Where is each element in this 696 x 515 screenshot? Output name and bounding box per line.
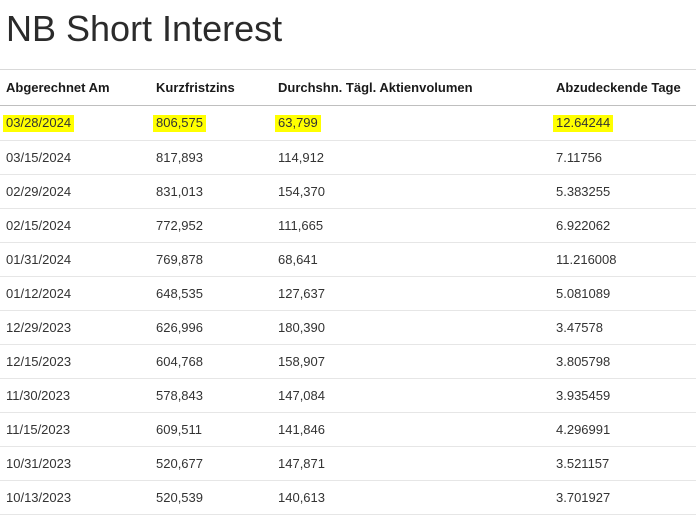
cell-settlement-date bbox=[0, 310, 150, 344]
cell-settlement-date-value: 12/15/2023 bbox=[6, 353, 72, 369]
cell-settlement-date-value: 03/28/2024 bbox=[3, 115, 74, 132]
cell-days-to-cover-value: 11.216008 bbox=[556, 251, 617, 267]
cell-days-to-cover bbox=[550, 208, 696, 242]
table-row bbox=[0, 310, 696, 344]
cell-short-interest-value: 520,677 bbox=[156, 455, 203, 471]
cell-avg-daily-volume bbox=[272, 140, 550, 174]
column-header-settlement-date: Abgerechnet Am bbox=[0, 70, 150, 106]
cell-settlement-date-value: 10/31/2023 bbox=[6, 455, 72, 471]
cell-days-to-cover-value: 5.081089 bbox=[556, 285, 611, 301]
cell-avg-daily-volume bbox=[272, 344, 550, 378]
cell-days-to-cover bbox=[550, 140, 696, 174]
cell-short-interest bbox=[150, 208, 272, 242]
cell-avg-daily-volume bbox=[272, 208, 550, 242]
cell-avg-daily-volume-value: 154,370 bbox=[278, 183, 325, 199]
table-row bbox=[0, 174, 696, 208]
short-interest-table bbox=[0, 69, 696, 515]
cell-settlement-date bbox=[0, 412, 150, 446]
table-row bbox=[0, 480, 696, 514]
cell-days-to-cover bbox=[550, 174, 696, 208]
cell-short-interest-value: 817,893 bbox=[156, 149, 203, 165]
cell-days-to-cover bbox=[550, 412, 696, 446]
cell-settlement-date-value: 03/15/2024 bbox=[6, 149, 72, 165]
cell-settlement-date bbox=[0, 344, 150, 378]
cell-days-to-cover bbox=[550, 276, 696, 310]
cell-short-interest bbox=[150, 412, 272, 446]
cell-days-to-cover-value: 4.296991 bbox=[556, 421, 611, 437]
cell-short-interest bbox=[150, 242, 272, 276]
cell-avg-daily-volume-value: 141,846 bbox=[278, 421, 325, 437]
cell-avg-daily-volume-value: 68,641 bbox=[278, 251, 318, 267]
short-interest-table-wrapper bbox=[0, 69, 696, 515]
cell-avg-daily-volume bbox=[272, 106, 550, 141]
cell-days-to-cover bbox=[550, 378, 696, 412]
cell-days-to-cover bbox=[550, 344, 696, 378]
column-header-short-interest: Kurzfristzins bbox=[150, 70, 272, 106]
cell-short-interest bbox=[150, 378, 272, 412]
cell-days-to-cover bbox=[550, 106, 696, 141]
cell-days-to-cover-value: 3.935459 bbox=[556, 387, 611, 403]
cell-settlement-date bbox=[0, 242, 150, 276]
column-header-days-to-cover: Abzudeckende Tage bbox=[550, 70, 696, 106]
cell-short-interest-value: 806,575 bbox=[153, 115, 206, 132]
cell-avg-daily-volume-value: 147,871 bbox=[278, 455, 325, 471]
cell-short-interest-value: 520,539 bbox=[156, 489, 203, 505]
cell-days-to-cover-value: 3.521157 bbox=[556, 455, 610, 471]
cell-avg-daily-volume-value: 114,912 bbox=[278, 149, 325, 165]
table-row bbox=[0, 344, 696, 378]
table-row bbox=[0, 208, 696, 242]
cell-avg-daily-volume-value: 158,907 bbox=[278, 353, 325, 369]
table-row bbox=[0, 412, 696, 446]
cell-short-interest-value: 609,511 bbox=[156, 421, 203, 437]
cell-settlement-date-value: 02/29/2024 bbox=[6, 183, 72, 199]
cell-settlement-date bbox=[0, 174, 150, 208]
cell-days-to-cover-value: 6.922062 bbox=[556, 217, 611, 233]
cell-settlement-date-value: 12/29/2023 bbox=[6, 319, 72, 335]
cell-short-interest bbox=[150, 446, 272, 480]
cell-avg-daily-volume-value: 140,613 bbox=[278, 489, 325, 505]
table-body bbox=[0, 106, 696, 515]
cell-days-to-cover bbox=[550, 242, 696, 276]
table-row bbox=[0, 276, 696, 310]
cell-avg-daily-volume bbox=[272, 378, 550, 412]
page-title: NB Short Interest bbox=[6, 8, 283, 49]
cell-short-interest-value: 772,952 bbox=[156, 217, 203, 233]
cell-settlement-date-value: 02/15/2024 bbox=[6, 217, 72, 233]
cell-avg-daily-volume-value: 111,665 bbox=[278, 217, 324, 233]
table-row bbox=[0, 242, 696, 276]
cell-short-interest bbox=[150, 174, 272, 208]
cell-days-to-cover bbox=[550, 310, 696, 344]
table-row bbox=[0, 378, 696, 412]
cell-avg-daily-volume-value: 180,390 bbox=[278, 319, 325, 335]
cell-avg-daily-volume bbox=[272, 276, 550, 310]
cell-avg-daily-volume bbox=[272, 310, 550, 344]
cell-settlement-date-value: 01/12/2024 bbox=[6, 285, 72, 301]
column-header-avg-daily-volume: Durchshn. Tägl. Aktienvolumen bbox=[272, 70, 550, 106]
cell-settlement-date bbox=[0, 276, 150, 310]
cell-avg-daily-volume bbox=[272, 412, 550, 446]
cell-short-interest bbox=[150, 140, 272, 174]
table-row bbox=[0, 140, 696, 174]
cell-days-to-cover-value: 3.47578 bbox=[556, 319, 603, 335]
cell-avg-daily-volume-value: 147,084 bbox=[278, 387, 325, 403]
cell-avg-daily-volume-value: 127,637 bbox=[278, 285, 325, 301]
cell-settlement-date bbox=[0, 378, 150, 412]
cell-avg-daily-volume bbox=[272, 480, 550, 514]
cell-short-interest bbox=[150, 344, 272, 378]
cell-short-interest-value: 578,843 bbox=[156, 387, 203, 403]
cell-days-to-cover-value: 12.64244 bbox=[553, 115, 613, 132]
cell-settlement-date-value: 11/15/2023 bbox=[6, 421, 71, 437]
cell-days-to-cover bbox=[550, 446, 696, 480]
cell-short-interest bbox=[150, 480, 272, 514]
cell-short-interest bbox=[150, 106, 272, 141]
cell-short-interest bbox=[150, 310, 272, 344]
table-header-row bbox=[0, 70, 696, 106]
cell-short-interest-value: 831,013 bbox=[156, 183, 203, 199]
cell-settlement-date bbox=[0, 106, 150, 141]
cell-days-to-cover-value: 3.805798 bbox=[556, 353, 611, 369]
cell-short-interest bbox=[150, 276, 272, 310]
cell-avg-daily-volume-value: 63,799 bbox=[275, 115, 321, 132]
cell-avg-daily-volume bbox=[272, 242, 550, 276]
table-header bbox=[0, 70, 696, 106]
cell-settlement-date bbox=[0, 480, 150, 514]
cell-settlement-date-value: 11/30/2023 bbox=[6, 387, 71, 403]
cell-settlement-date-value: 01/31/2024 bbox=[6, 251, 72, 267]
table-row bbox=[0, 446, 696, 480]
cell-settlement-date bbox=[0, 446, 150, 480]
table-row bbox=[0, 106, 696, 141]
cell-short-interest-value: 626,996 bbox=[156, 319, 203, 335]
cell-avg-daily-volume bbox=[272, 174, 550, 208]
cell-short-interest-value: 604,768 bbox=[156, 353, 203, 369]
cell-settlement-date bbox=[0, 208, 150, 242]
cell-days-to-cover bbox=[550, 480, 696, 514]
cell-settlement-date bbox=[0, 140, 150, 174]
cell-settlement-date-value: 10/13/2023 bbox=[6, 489, 72, 505]
cell-short-interest-value: 648,535 bbox=[156, 285, 203, 301]
cell-days-to-cover-value: 5.383255 bbox=[556, 183, 611, 199]
cell-short-interest-value: 769,878 bbox=[156, 251, 203, 267]
cell-days-to-cover-value: 7.11756 bbox=[556, 149, 603, 165]
cell-avg-daily-volume bbox=[272, 446, 550, 480]
cell-days-to-cover-value: 3.701927 bbox=[556, 489, 611, 505]
